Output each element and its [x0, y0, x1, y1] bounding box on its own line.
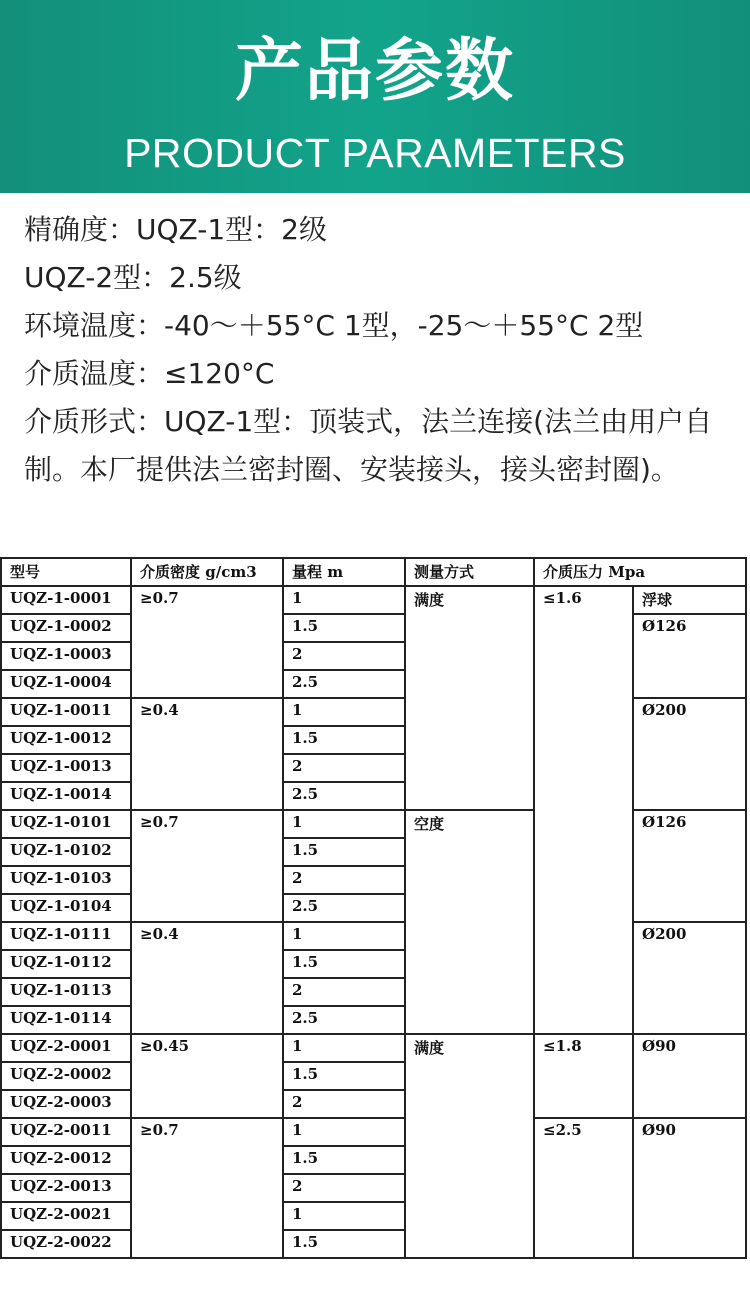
density-cell: ≥0.4 — [131, 922, 283, 1034]
model-cell: UQZ-1-0004 — [1, 670, 131, 698]
header-method: 测量方式 — [405, 558, 534, 586]
model-cell: UQZ-2-0021 — [1, 1202, 131, 1230]
range-cell: 1 — [283, 922, 405, 950]
density-cell: ≥0.7 — [131, 586, 283, 698]
spec-ambient-temp: 环境温度：-40～＋55°C 1型，-25～＋55°C 2型 — [24, 309, 644, 342]
density-cell: ≥0.7 — [131, 1118, 283, 1258]
range-cell: 2 — [283, 642, 405, 670]
model-cell: UQZ-2-0002 — [1, 1062, 131, 1090]
float-cell: 浮球 — [633, 586, 746, 614]
model-cell: UQZ-1-0103 — [1, 866, 131, 894]
header-pressure: 介质压力 Mpa — [534, 558, 746, 586]
pressure-cell: ≤2.5 — [534, 1118, 633, 1258]
method-cell: 空度 — [405, 810, 534, 1034]
range-cell: 1.5 — [283, 950, 405, 978]
model-cell: UQZ-2-0022 — [1, 1230, 131, 1258]
pressure-cell: ≤1.6 — [534, 586, 633, 1034]
model-cell: UQZ-1-0112 — [1, 950, 131, 978]
model-cell: UQZ-2-0012 — [1, 1146, 131, 1174]
range-cell: 2.5 — [283, 670, 405, 698]
range-cell: 1.5 — [283, 1146, 405, 1174]
table-row — [1, 810, 746, 838]
range-cell: 1.5 — [283, 1062, 405, 1090]
model-cell: UQZ-1-0012 — [1, 726, 131, 754]
header-model: 型号 — [1, 558, 131, 586]
parameter-table — [0, 557, 747, 1259]
range-cell: 1 — [283, 1202, 405, 1230]
range-cell: 2 — [283, 1174, 405, 1202]
range-cell: 1 — [283, 1118, 405, 1146]
pressure-cell: ≤1.8 — [534, 1034, 633, 1118]
float-cell: Ø200 — [633, 698, 746, 810]
range-cell: 2.5 — [283, 894, 405, 922]
table-row — [1, 922, 746, 950]
spec-medium-temp: 介质温度：≤120°C — [24, 357, 275, 390]
model-cell: UQZ-1-0102 — [1, 838, 131, 866]
method-cell: 满度 — [405, 586, 534, 810]
density-cell: ≥0.45 — [131, 1034, 283, 1118]
model-cell: UQZ-1-0113 — [1, 978, 131, 1006]
model-cell: UQZ-1-0111 — [1, 922, 131, 950]
header-range: 量程 m — [283, 558, 405, 586]
density-cell: ≥0.7 — [131, 810, 283, 922]
spec-accuracy-2: UQZ-2型：2.5级 — [24, 261, 242, 294]
model-cell: UQZ-2-0001 — [1, 1034, 131, 1062]
range-cell: 1.5 — [283, 838, 405, 866]
range-cell: 1 — [283, 698, 405, 726]
page-subtitle: PRODUCT PARAMETERS — [124, 130, 626, 176]
range-cell: 2.5 — [283, 782, 405, 810]
range-cell: 2 — [283, 1090, 405, 1118]
table-row — [1, 586, 746, 614]
range-cell: 2.5 — [283, 1006, 405, 1034]
model-cell: UQZ-1-0114 — [1, 1006, 131, 1034]
range-cell: 1.5 — [283, 1230, 405, 1258]
float-cell: Ø200 — [633, 922, 746, 1034]
header-banner — [0, 0, 750, 193]
range-cell: 2 — [283, 978, 405, 1006]
table-header-row — [1, 558, 746, 586]
float-cell: Ø126 — [633, 810, 746, 922]
range-cell: 1.5 — [283, 614, 405, 642]
model-cell: UQZ-1-0001 — [1, 586, 131, 614]
model-cell: UQZ-1-0003 — [1, 642, 131, 670]
table-row — [1, 1118, 746, 1146]
range-cell: 1 — [283, 1034, 405, 1062]
model-cell: UQZ-1-0002 — [1, 614, 131, 642]
range-cell: 1 — [283, 810, 405, 838]
spec-list — [24, 206, 729, 494]
float-cell: Ø126 — [633, 614, 746, 698]
spec-accuracy-1: 精确度：UQZ-1型：2级 — [24, 213, 327, 246]
float-cell: Ø90 — [633, 1118, 746, 1258]
range-cell: 2 — [283, 866, 405, 894]
range-cell: 1 — [283, 586, 405, 614]
model-cell: UQZ-1-0013 — [1, 754, 131, 782]
float-cell: Ø90 — [633, 1034, 746, 1118]
spec-medium-form: 介质形式：UQZ-1型：顶装式，法兰连接(法兰由用户自制。本厂提供法兰密封圈、安装接头，接头密封圈)。 — [24, 405, 713, 486]
model-cell: UQZ-1-0014 — [1, 782, 131, 810]
density-cell: ≥0.4 — [131, 698, 283, 810]
method-cell: 满度 — [405, 1034, 534, 1258]
model-cell: UQZ-1-0011 — [1, 698, 131, 726]
model-cell: UQZ-2-0011 — [1, 1118, 131, 1146]
table-row — [1, 698, 746, 726]
model-cell: UQZ-1-0104 — [1, 894, 131, 922]
range-cell: 2 — [283, 754, 405, 782]
range-cell: 1.5 — [283, 726, 405, 754]
page-title: 产品参数 — [234, 32, 515, 111]
table-row — [1, 1034, 746, 1062]
model-cell: UQZ-2-0013 — [1, 1174, 131, 1202]
model-cell: UQZ-2-0003 — [1, 1090, 131, 1118]
model-cell: UQZ-1-0101 — [1, 810, 131, 838]
table-row — [1, 614, 746, 642]
header-density: 介质密度 g/cm3 — [131, 558, 283, 586]
